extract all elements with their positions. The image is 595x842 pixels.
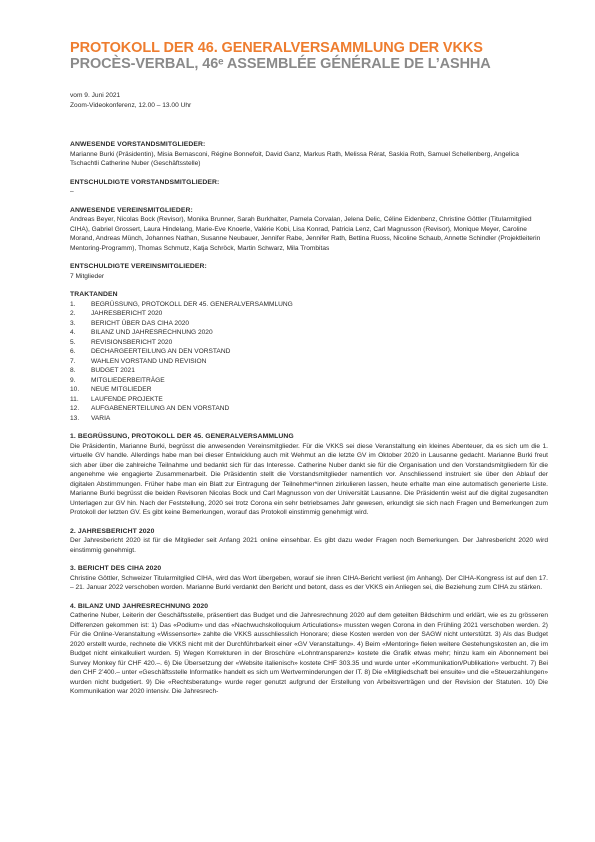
agenda-item: 4. BILANZ UND JAHRESRECHNUNG 2020 xyxy=(70,329,213,336)
section-3 xyxy=(70,564,548,593)
section-text: Catherine Nuber, Leiterin der Geschäftsstelle, präsentiert das Budget und die Jahresrechnung 2020 auf dem geteilten Bildschirm und erklärt, wie es zu grösseren Differenzen gekommen ist: 1) Das «Podium» und das «Nachwuchskolloquium Articulations» mussten wegen Corona in den Frühling 2021 verschoben werden. 2) Für die Online-Veranstaltung «Wissensorte» zahlte die VKKS ausschliesslich Honorare; diese Kosten werden von der SAGW nicht unterstützt. 3) Als das Budget 2020 erstellt wurde, rechnete die VKKS nicht mit der Durchführbarkeit einer «GV Veranstaltung». 4) Beim «Mentoring» fielen weitere Gestehungskosten an, die im Budget nicht einkalkuliert wurden. 5) Wegen Korrekturen in der Broschüre «Lohntransparenz» kostete die Grafik etwas mehr; hinzu kam ein Abonnement bei Survey Monkey für CHF 420.–. 6) Die Übersetzung der «Website italienisch» kostete CHF 303.35 und wurde unter «Kommunikation/Publikation» verbucht. 7) Bei den CHF 2’400.– unter «Geschäftsstelle Informatik» handelt es sich um Wertverminderungen der IT. 8) Die «Mitgliedschaft bei ensuite» und die «Steuerzahlungen» wurden nicht budgetiert. 9) Die «Rechtsberatung» wurde reger genutzt aufgrund der Erstellung von Arbeitsverträgen und der Revision der Statuten. 10) Die Kommunikation war 2020 intensiv. Die Jahresrech- xyxy=(70,612,548,695)
section-4 xyxy=(70,602,548,697)
agenda-item: 10. NEUE MITGLIEDER xyxy=(70,386,152,393)
meeting-location: Zoom-Videokonferenz, 12.00 – 13.00 Uhr xyxy=(70,101,192,109)
agenda-item: 11. LAUFENDE PROJEKTE xyxy=(70,395,163,403)
excused-board-text: – xyxy=(70,188,74,195)
section-text: Die Präsidentin, Marianne Burki, begrüsst die anwesenden Vereinsmitglieder. Für die VKKS sei diese Veranstaltung ein kleines Abenteuer, da es sich um die 1. virtuelle GV handle. Allerdings habe man bei dieser Entwicklung auch mit Wehmut an die letzte GV im Oktober 2020 in Lausanne gedacht. Marianne Burki freut sich aber über die zahlreiche Teilnahme und bedankt sich für das Interesse. Catherine Nuber dankt sie für die Organisation und den Vorstandsmitgliedern für die angenehme wie engagierte Zusammenarbeit. Die Präsidentin stellt die Vorstandsmitglieder namentlich vor. Anschliessend instruiert sie über den Ablauf der digitalen Abstimmungen. Früher habe man ein Blatt zur Eintragung der Teilnehmer*innen zirkulieren lassen, heute erhalte man eine automatisch generierte Liste. Marianne Burki begrüsst die beiden Revisoren Nicolas Bock und Carl Magnusson von der Universität Lausanne. Die Präsidentin weist auf die digital zugesandten Unterlagen zur GV hin. Nach der Feststellung, 2020 sei trotz Corona ein sehr betriebsames Jahr gewesen, erkundigt sie sich nach Fragen und Bemerkungen zum Protokoll der letzten GV. Es gibt keine Bemerkungen, worauf das Protokoll einstimmig genehmigt wird. xyxy=(70,442,548,516)
agenda-item: 8. BUDGET 2021 xyxy=(70,367,135,374)
excused-members-text: 7 Mitglieder xyxy=(70,272,105,280)
excused-members-block xyxy=(70,262,548,281)
present-members-block xyxy=(70,206,548,254)
section-heading: 4. BILANZ UND JAHRESRECHNUNG 2020 xyxy=(70,602,209,610)
document-title-fr: PROCÈS-VERBAL, 46ᵉ ASSEMBLÉE GÉNÉRALE DE L’ASHHA xyxy=(70,56,491,72)
meeting-date: vom 9. Juni 2021 xyxy=(70,92,121,99)
excused-board-heading: ENTSCHULDIGTE VORSTANDSMITGLIEDER: xyxy=(70,178,220,186)
section-heading: 3. BERICHT DES CIHA 2020 xyxy=(70,565,162,572)
section-text: Christine Göttler, Schweizer Titularmitglied CIHA, wird das Wort übergeben, worauf sie ihren CIHA-Bericht verliest (im Anhang). Der CIHA-Kongress ist auf den 17. – 21. Januar 2022 verschoben worden. Marianne Burki verdankt den Bericht und betont, dass es der VKKS ein Anliegen sei, die Beziehung zum CIHA zu stärken. xyxy=(70,574,548,591)
agenda-item: 12. AUFGABENERTEILUNG AN DEN VORSTAND xyxy=(70,405,230,412)
agenda-item: 5. REVISIONSBERICHT 2020 xyxy=(70,338,173,346)
agenda-item: 3. BERICHT ÜBER DAS CIHA 2020 xyxy=(70,319,190,327)
section-heading: 1. BEGRÜSSUNG, PROTOKOLL DER 45. GENERALVERSAMMLUNG xyxy=(70,433,294,440)
section-text: Der Jahresbericht 2020 ist für die Mitglieder seit Anfang 2021 online einsehbar. Es gibt dazu weder Fragen noch Bemerkungen. Der Jahresbericht 2020 wird einstimmig genehmigt. xyxy=(70,537,548,554)
present-members-heading: ANWESENDE VEREINSMITGLIEDER: xyxy=(70,206,193,214)
section-1 xyxy=(70,432,548,518)
excused-board-block xyxy=(70,178,548,197)
agenda-heading: TRAKTANDEN xyxy=(70,291,118,298)
document-title-de: PROTOKOLL DER 46. GENERALVERSAMMLUNG DER VKKS xyxy=(70,40,483,56)
present-members-text: Andreas Beyer, Nicolas Bock (Revisor), Monika Brunner, Sarah Burkhalter, Pamela Corvalan, Jelena Delic, Céline Eidenbenz, Christine Göttler (Titularmitglied CIHA), Gabriel Grossert, Laura Hindelang, Marie-Eve Knoerle, Valérie Kobi, Lisa Konrad, Patricia Lenz, Carl Magnusson (Revisor), Monique Meyer, Caroline Morand, Andreas Münch, Johannes Nathan, Susanne Neubauer, Jennifer Rabe, Jennifer Rath, Bettina Ruoss, Nicoline Schaub, Annette Schindler (Projektleiterin Mentoring-Programm), Thomas Schmutz, Katja Schröck, Martin Schwarz, Mila Trombitas xyxy=(70,216,541,252)
section-2 xyxy=(70,527,548,556)
section-heading: 2. JAHRESBERICHT 2020 xyxy=(70,527,155,535)
agenda-item: 7. WAHLEN VORSTAND UND REVISION xyxy=(70,357,207,365)
agenda-item: 6. DECHARGEERTEILUNG AN DEN VORSTAND xyxy=(70,348,231,355)
present-board-heading: ANWESENDE VORSTANDSMITGLIEDER: xyxy=(70,141,206,148)
excused-members-heading: ENTSCHULDIGTE VEREINSMITGLIEDER: xyxy=(70,263,207,270)
agenda-item: 2. JAHRESBERICHT 2020 xyxy=(70,310,163,317)
present-board-block xyxy=(70,140,548,169)
agenda-list xyxy=(70,300,548,424)
agenda-item: 9. MITGLIEDERBEITRÄGE xyxy=(70,376,165,384)
present-board-text: Marianne Burki (Präsidentin), Misia Bernasconi, Régine Bonnefoit, David Ganz, Markus Rath, Melissa Rérat, Saskia Roth, Samuel Schellenberg, Angelica Tschachtli Catherine Nuber (Geschäftsstelle) xyxy=(70,150,519,167)
agenda-item: 1. BEGRÜSSUNG, PROTOKOLL DER 45. GENERALVERSAMMLUNG xyxy=(70,300,293,308)
agenda-item: 13. VARIA xyxy=(70,414,111,422)
agenda-block xyxy=(70,290,548,423)
document-page xyxy=(70,40,548,697)
meeting-meta xyxy=(70,91,548,110)
